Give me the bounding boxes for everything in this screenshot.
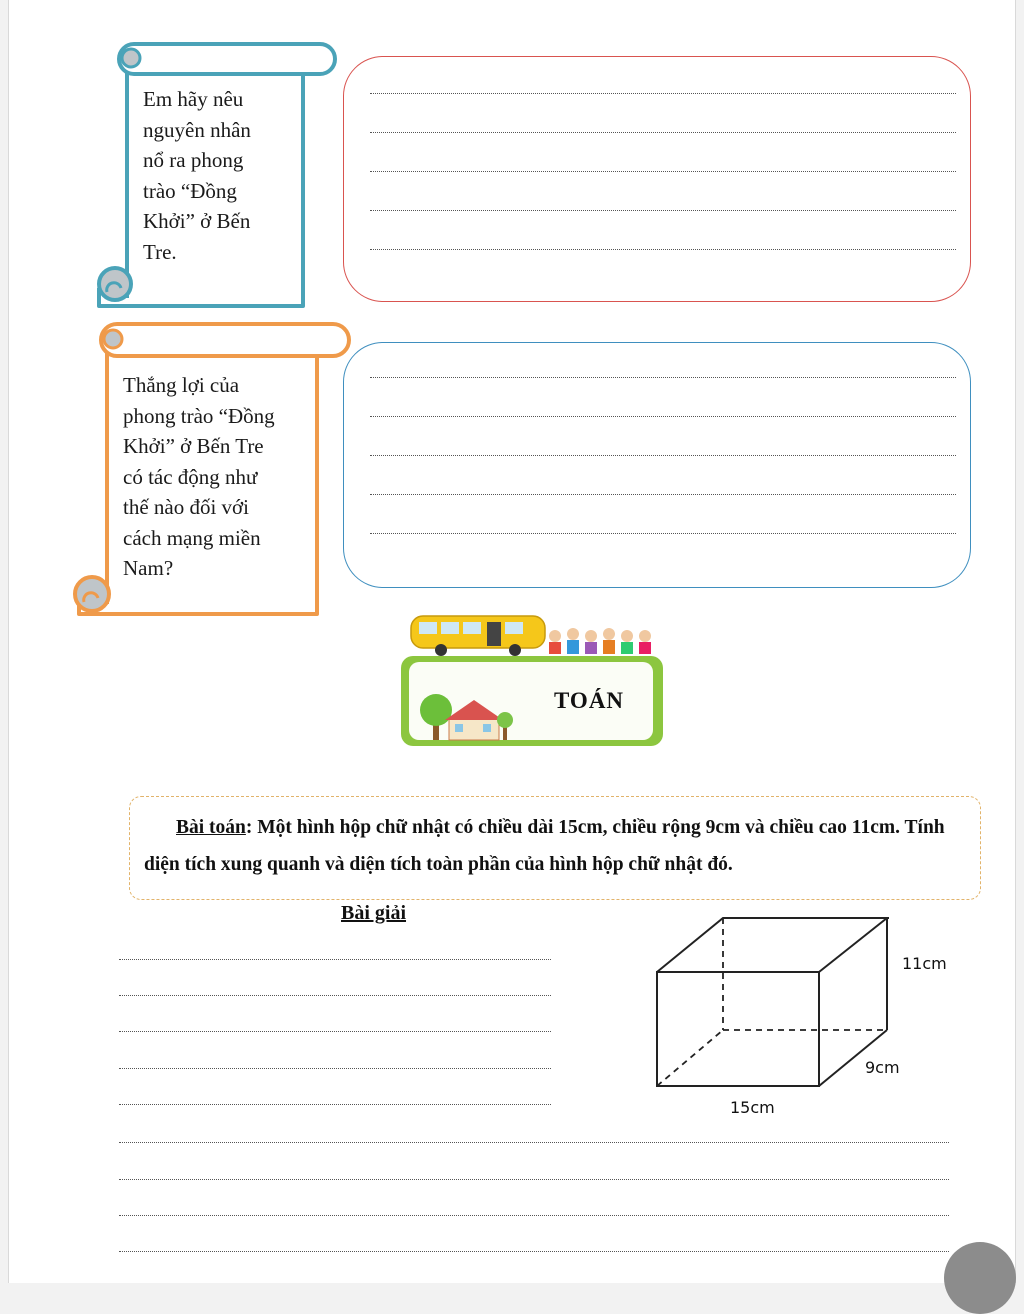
answer-box-question-1[interactable] (343, 56, 971, 302)
solution-line[interactable] (119, 995, 551, 996)
answer-line (370, 494, 956, 495)
floating-action-button[interactable] (944, 1242, 1016, 1314)
box-length-label: 15cm (730, 1098, 775, 1117)
problem-label: Bài toán (176, 817, 246, 838)
answer-line (370, 377, 956, 378)
question-1-text: Em hãy nêu nguyên nhân nổ ra phong trào “Đồng Khởi” ở Bến Tre. (143, 87, 251, 264)
children-icon (549, 628, 651, 654)
solution-line[interactable] (119, 959, 551, 960)
solution-line[interactable] (119, 1104, 551, 1105)
answer-line (370, 171, 956, 172)
solution-line[interactable] (119, 1251, 949, 1252)
box-height-label: 11cm (902, 954, 947, 973)
answer-line (370, 132, 956, 133)
answer-line (370, 455, 956, 456)
problem-body: : Một hình hộp chữ nhật có chiều dài 15cm, chiều rộng 9cm và chiều cao 11cm. Tính diện tích xung quanh và diện tích toàn phần của hình hộp chữ nhật đó. (144, 817, 945, 875)
solution-line[interactable] (119, 1068, 551, 1069)
box-width-label: 9cm (865, 1058, 900, 1077)
worksheet-page (8, 0, 1016, 1283)
math-banner (397, 612, 669, 752)
answer-line (370, 416, 956, 417)
problem-box (129, 796, 981, 900)
solution-line[interactable] (119, 1142, 949, 1143)
school-bus-icon (411, 616, 545, 656)
question-2-text: Thắng lợi của phong trào “Đồng Khởi” ở Bến Tre có tác động như thế nào đối với cách mạng miền Nam? (123, 373, 275, 580)
solution-heading: Bài giải (341, 902, 407, 924)
rectangular-box-diagram (649, 908, 889, 1098)
math-section-title: TOÁN (554, 688, 625, 713)
problem-text (144, 809, 960, 883)
answer-box-question-2[interactable] (343, 342, 971, 588)
solution-line[interactable] (119, 1215, 949, 1216)
answer-line (370, 533, 956, 534)
answer-line (370, 93, 956, 94)
solution-line[interactable] (119, 1179, 949, 1180)
solution-line[interactable] (119, 1031, 551, 1032)
answer-line (370, 210, 956, 211)
answer-line (370, 249, 956, 250)
